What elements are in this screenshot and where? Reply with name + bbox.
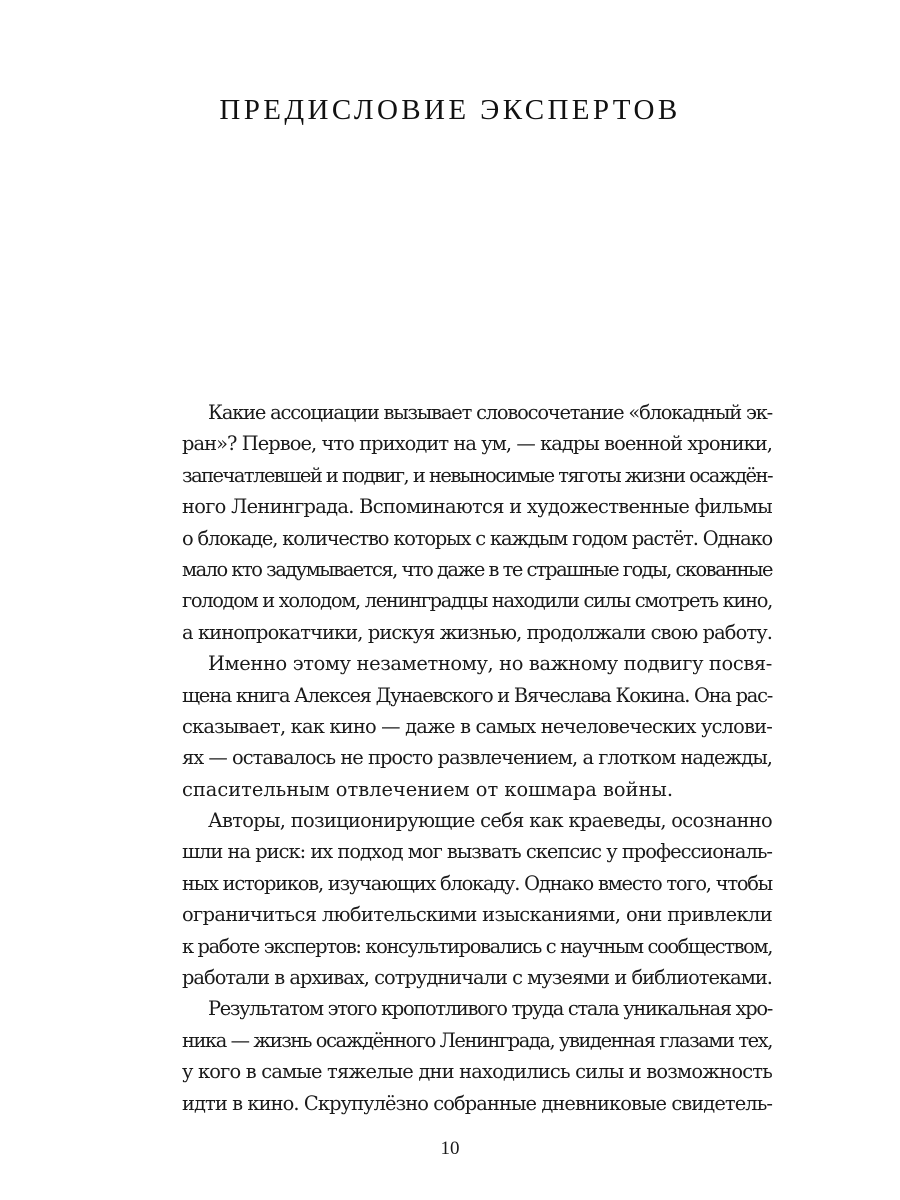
text-line: о блокаде, количество которых с каждым годом растёт. Однако xyxy=(182,526,772,550)
text-line: Результатом этого кропотливого труда стала уникальная хро- xyxy=(208,997,772,1021)
paragraph xyxy=(182,397,772,648)
paragraph xyxy=(182,993,772,1119)
text-line: голодом и холодом, ленинградцы находили силы смотреть кино, xyxy=(182,589,772,613)
body-text xyxy=(182,397,772,1119)
text-line: ях — оставалось не просто развлечением, а глотком надежды, xyxy=(182,746,772,770)
page-number: 10 xyxy=(440,1138,460,1159)
text-line: Авторы, позиционирующие себя как краеведы, осознанно xyxy=(208,809,772,833)
text-line: ран»? Первое, что приходит на ум, — кадры военной хроники, xyxy=(182,432,772,456)
text-line: работали в архивах, сотрудничали с музеями и библиотеками. xyxy=(182,966,772,990)
text-line: а кинопрокатчики, рискуя жизнью, продолжали свою работу. xyxy=(182,620,772,644)
chapter-title: ПРЕДИСЛОВИЕ ЭКСПЕРТОВ xyxy=(219,94,681,126)
text-line: Какие ассоциации вызывает словосочетание «блокадный эк- xyxy=(208,401,772,424)
text-line: ограничиться любительскими изысканиями, они привлекли xyxy=(182,903,772,927)
text-line: ника — жизнь осаждённого Ленинграда, увиденная глазами тех, xyxy=(182,1028,772,1052)
text-line: сказывает, как кино — даже в самых нечеловеческих услови- xyxy=(182,714,773,738)
text-line: щена книга Алексея Дунаевского и Вячеслава Кокина. Она рас- xyxy=(182,683,772,707)
text-line: спасительным отвлечением от кошмара войны. xyxy=(182,777,673,801)
text-line: шли на риск: их подход мог вызвать скепсис у профессиональ- xyxy=(182,840,772,864)
text-line: ных историков, изучающих блокаду. Однако вместо того, чтобы xyxy=(182,871,772,895)
text-line: идти в кино. Скрупулёзно собранные дневниковые свидетель- xyxy=(182,1091,772,1115)
text-line: запечатлевшей и подвиг, и невыносимые тяготы жизни осаждён- xyxy=(182,463,772,487)
text-line: к работе экспертов: консультировались с научным сообществом, xyxy=(182,934,772,958)
paragraph xyxy=(182,805,772,993)
text-line: ного Ленинграда. Вспоминаются и художественные фильмы xyxy=(182,495,773,519)
text-line: Именно этому незаметному, но важному подвигу посвя- xyxy=(208,652,772,676)
text-line: мало кто задумывается, что даже в те страшные годы, скованные xyxy=(182,557,772,581)
text-line: у кого в самые тяжелые дни находились силы и возможность xyxy=(182,1060,772,1084)
paragraph xyxy=(182,648,772,805)
